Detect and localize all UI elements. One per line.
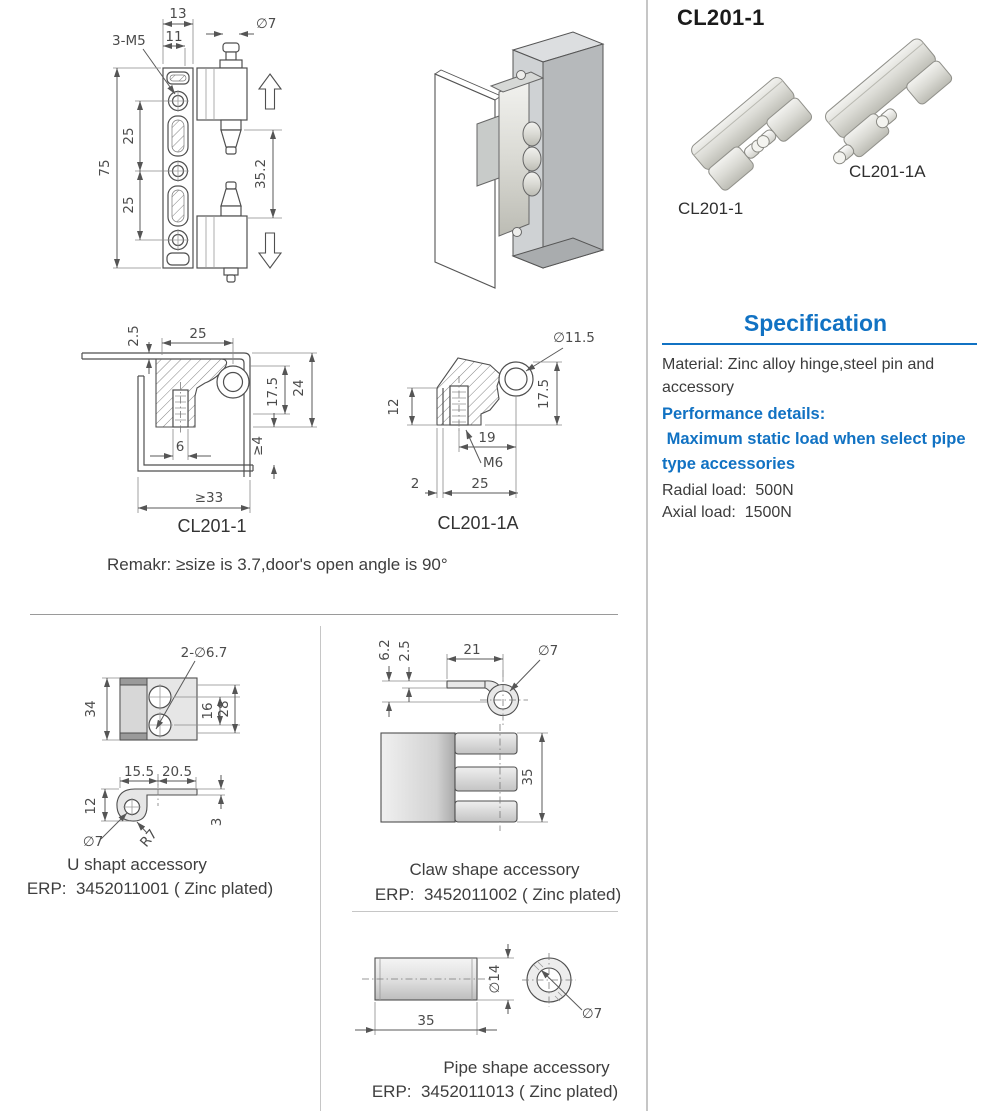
- front-view-drawing: [30, 2, 340, 302]
- performance-line-1: Maximum static load when select pipe: [662, 430, 966, 448]
- claw-profile-view: [447, 670, 528, 728]
- dim-label: M6: [483, 455, 504, 471]
- dim-label: 2.5: [126, 325, 142, 347]
- pipe-side-view: [362, 958, 490, 1000]
- claw-accessory-title: Claw shape accessory: [409, 860, 580, 879]
- dim-label: 2.5: [397, 640, 413, 662]
- dim-label: 20.5: [161, 764, 193, 780]
- product-photos: [655, 30, 980, 225]
- u-accessory-title: U shapt accessory: [67, 855, 207, 874]
- product-photo-cl201-1: [689, 75, 814, 192]
- dim-label: 25: [471, 476, 489, 492]
- dim-label: 35.2: [253, 158, 269, 190]
- specification-heading: Specification: [743, 310, 888, 336]
- dim-label: 21: [463, 642, 481, 658]
- dim-label: ≥33: [194, 490, 224, 506]
- accessory-column-divider: [320, 626, 321, 1111]
- radial-load-value: Radial load: 500N: [662, 482, 794, 499]
- photo-label-cl201-1a: CL201-1A: [849, 162, 926, 181]
- dim-label: ∅7: [581, 1006, 603, 1022]
- material-line-2: accessory: [662, 379, 735, 396]
- dim-label: 15.5: [123, 764, 155, 780]
- dim-label: 24: [291, 379, 307, 397]
- claw-accessory-drawing: [352, 636, 622, 866]
- dim-label: 25: [189, 326, 207, 342]
- dim-label: 25: [121, 127, 137, 145]
- dim-label: 13: [169, 6, 187, 22]
- pipe-accessory-drawing: [352, 940, 632, 1050]
- remark-text: Remakr: ≥size is 3.7,door's open angle is 90°: [107, 555, 448, 574]
- product-photo-cl201-1a: [807, 36, 953, 171]
- dim-label: 34: [83, 700, 99, 718]
- u-accessory-erp: ERP: 3452011001 ( Zinc plated): [26, 879, 274, 898]
- up-arrow-icon: [259, 74, 281, 109]
- dim-label: 6.2: [377, 639, 393, 661]
- page-title: CL201-1: [677, 5, 765, 30]
- dim-label: 11: [165, 29, 183, 45]
- specification-rule: [662, 343, 977, 345]
- pipe-accessory-title: Pipe shape accessory: [443, 1058, 610, 1077]
- dim-label: 2: [410, 476, 420, 492]
- claw-bottom-view: [381, 724, 517, 831]
- dim-label: 16: [200, 702, 216, 720]
- dim-label: 17.5: [265, 376, 281, 408]
- dim-label: ∅7: [82, 834, 104, 850]
- axial-load-value: Axial load: 1500N: [662, 504, 792, 521]
- dim-label: ∅11.5: [553, 330, 595, 346]
- u-top-view: [120, 678, 197, 740]
- section-part: [82, 353, 253, 477]
- dim-label: 17.5: [536, 378, 552, 410]
- iso-door-panel-edge: [435, 70, 501, 100]
- claw-pipe-divider: [352, 911, 618, 912]
- dim-label: 19: [478, 430, 496, 446]
- dim-label: 35: [417, 1013, 435, 1029]
- dim-label: ≥4: [250, 436, 266, 456]
- section-b-label: CL201-1A: [437, 513, 519, 533]
- pipe-accessory-erp: ERP: 3452011013 ( Zinc plated): [371, 1082, 619, 1101]
- u-accessory-drawing: [35, 636, 315, 861]
- dim-label: R7: [137, 826, 161, 851]
- section-divider-horizontal: [30, 614, 618, 615]
- dim-label: 3-M5: [112, 33, 146, 49]
- pipe-end-view: [522, 953, 576, 1007]
- material-line-1: Material: Zinc alloy hinge,steel pin and: [662, 356, 935, 373]
- performance-heading: Performance details:: [662, 405, 826, 423]
- performance-line-2: type accessories: [662, 455, 796, 473]
- dim-label: 75: [97, 159, 113, 177]
- dim-label: 3: [209, 817, 225, 827]
- dim-label: 6: [175, 439, 185, 455]
- dim-label: 25: [121, 196, 137, 214]
- dim-label: 12: [386, 398, 402, 416]
- u-dimensions: [83, 645, 240, 850]
- dim-label: 2-∅6.7: [180, 645, 228, 661]
- section-part: [437, 358, 533, 434]
- iso-view-drawing: [425, 28, 650, 290]
- down-arrow-icon: [259, 233, 281, 268]
- photo-label-cl201-1: CL201-1: [678, 199, 744, 218]
- dim-label: ∅7: [256, 16, 277, 32]
- dim-label: ∅7: [537, 643, 559, 659]
- section-a-label: CL201-1: [177, 516, 247, 536]
- claw-accessory-erp: ERP: 3452011002 ( Zinc plated): [374, 885, 622, 904]
- dim-label: ∅14: [487, 964, 503, 994]
- dim-label: 28: [216, 700, 232, 718]
- dim-label: 12: [83, 797, 99, 815]
- dim-label: 35: [520, 768, 536, 786]
- section-dimensions: [386, 330, 595, 498]
- section-cl201-1-drawing: [30, 322, 330, 547]
